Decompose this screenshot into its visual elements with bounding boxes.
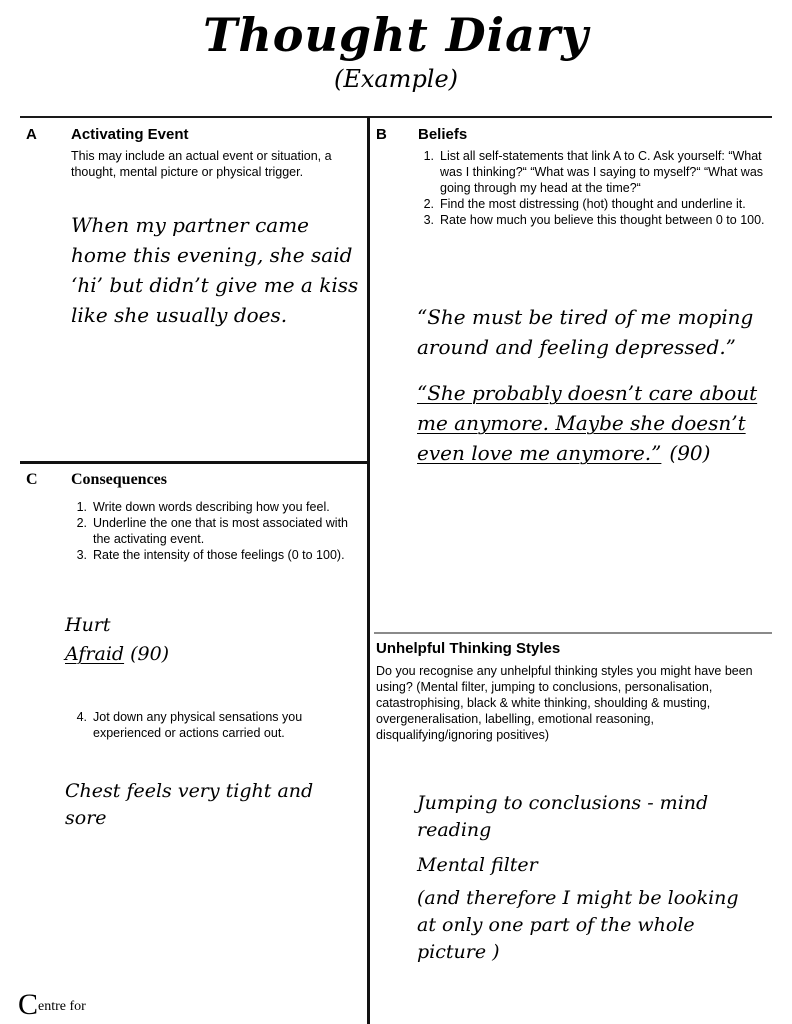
section-beliefs <box>376 126 776 228</box>
list-item <box>71 499 361 515</box>
section-c-feeling-2[interactable] <box>65 641 169 668</box>
section-b-response-1[interactable]: “She must be tired of me moping around and feeling depressed.” <box>417 305 754 359</box>
uts-heading: Unhelpful Thinking Styles <box>376 640 561 657</box>
section-b-steps <box>418 148 768 228</box>
list-item-text: Underline the one that is most associated with the activating event. <box>93 516 348 546</box>
list-item <box>418 212 768 228</box>
section-a-c-divider <box>20 461 368 464</box>
section-c-letter: C <box>26 471 38 488</box>
list-item-number: 1. <box>76 500 87 514</box>
section-c-steps <box>71 499 361 563</box>
section-activating-event <box>26 126 364 330</box>
list-item-number: 2. <box>423 197 434 211</box>
uts-response-2[interactable]: Mental filter <box>417 854 538 876</box>
section-a-response[interactable]: When my partner came home this evening, she said ‘hi’ but didn’t give me a kiss like she usually does. <box>71 213 359 327</box>
section-b-response-2-rating: (90) <box>669 441 711 465</box>
section-b-uts-divider <box>374 632 772 634</box>
footer-dropcap: C <box>18 988 39 1021</box>
list-item-number: 3. <box>423 213 434 227</box>
list-item-number: 2. <box>76 516 87 530</box>
section-c-feeling-2-text: Afraid <box>65 643 125 665</box>
list-item-text: Jot down any physical sensations you experienced or actions carried out. <box>93 710 303 740</box>
list-item-text: Find the most distressing (hot) thought and underline it. <box>440 197 746 211</box>
section-c-sensations-response[interactable]: Chest feels very tight and sore <box>65 780 314 829</box>
section-b-response-2-text: “She probably doesn’t care about me anymore. Maybe she doesn’t even love me anymore.” <box>417 381 758 465</box>
section-unhelpful-thinking-styles <box>376 640 776 743</box>
section-b-response-2[interactable] <box>417 378 767 468</box>
list-item <box>418 196 768 212</box>
uts-response-1[interactable]: Jumping to conclusions - mind reading <box>417 792 709 841</box>
list-item-number: 4. <box>76 710 87 724</box>
list-item-text: Write down words describing how you feel. <box>93 500 330 514</box>
section-c-heading: Consequences <box>71 471 168 488</box>
list-item <box>71 547 361 563</box>
section-consequences <box>26 471 364 563</box>
page-subtitle: (Example) <box>333 65 459 93</box>
section-b-heading: Beliefs <box>418 126 468 143</box>
uts-instruction: Do you recognise any unhelpful thinking styles you might have been using? (Mental filter, jumping to conclusions, personalisation, catastrophising, black & white thinking, shoulding & musting, overgeneralisation, labelling, emotional reasoning, disqualifying/ignoring positives) <box>376 664 753 742</box>
list-item-number: 1. <box>423 149 434 163</box>
page-title: Thought Diary <box>203 8 589 62</box>
title-block <box>0 8 792 94</box>
section-a-letter: A <box>26 126 37 143</box>
section-a-heading: Activating Event <box>71 126 189 143</box>
section-a-instruction: This may include an actual event or situation, a thought, mental picture or physical trigger. <box>71 149 332 179</box>
list-item-number: 3. <box>76 548 87 562</box>
list-item-text: List all self-statements that link A to C. Ask yourself: “What was I thinking?“ “What was I saying to myself?“ “What was going through my head at the time?“ <box>440 149 764 195</box>
section-b-letter: B <box>376 126 387 143</box>
list-item-text: Rate the intensity of those feelings (0 to 100). <box>93 548 345 562</box>
list-item <box>71 709 341 741</box>
footer-organisation <box>18 988 86 1021</box>
header-divider <box>20 116 772 118</box>
list-item <box>418 148 768 196</box>
section-c-feeling-2-rating: (90) <box>130 643 170 665</box>
list-item <box>71 515 361 547</box>
section-c-feeling-1[interactable]: Hurt <box>65 614 111 636</box>
uts-response-3[interactable]: (and therefore I might be looking at only one part of the whole picture ) <box>417 887 739 963</box>
footer-text: entre for <box>38 999 86 1014</box>
section-c-step-4 <box>71 709 341 741</box>
list-item-text: Rate how much you believe this thought between 0 to 100. <box>440 213 765 227</box>
